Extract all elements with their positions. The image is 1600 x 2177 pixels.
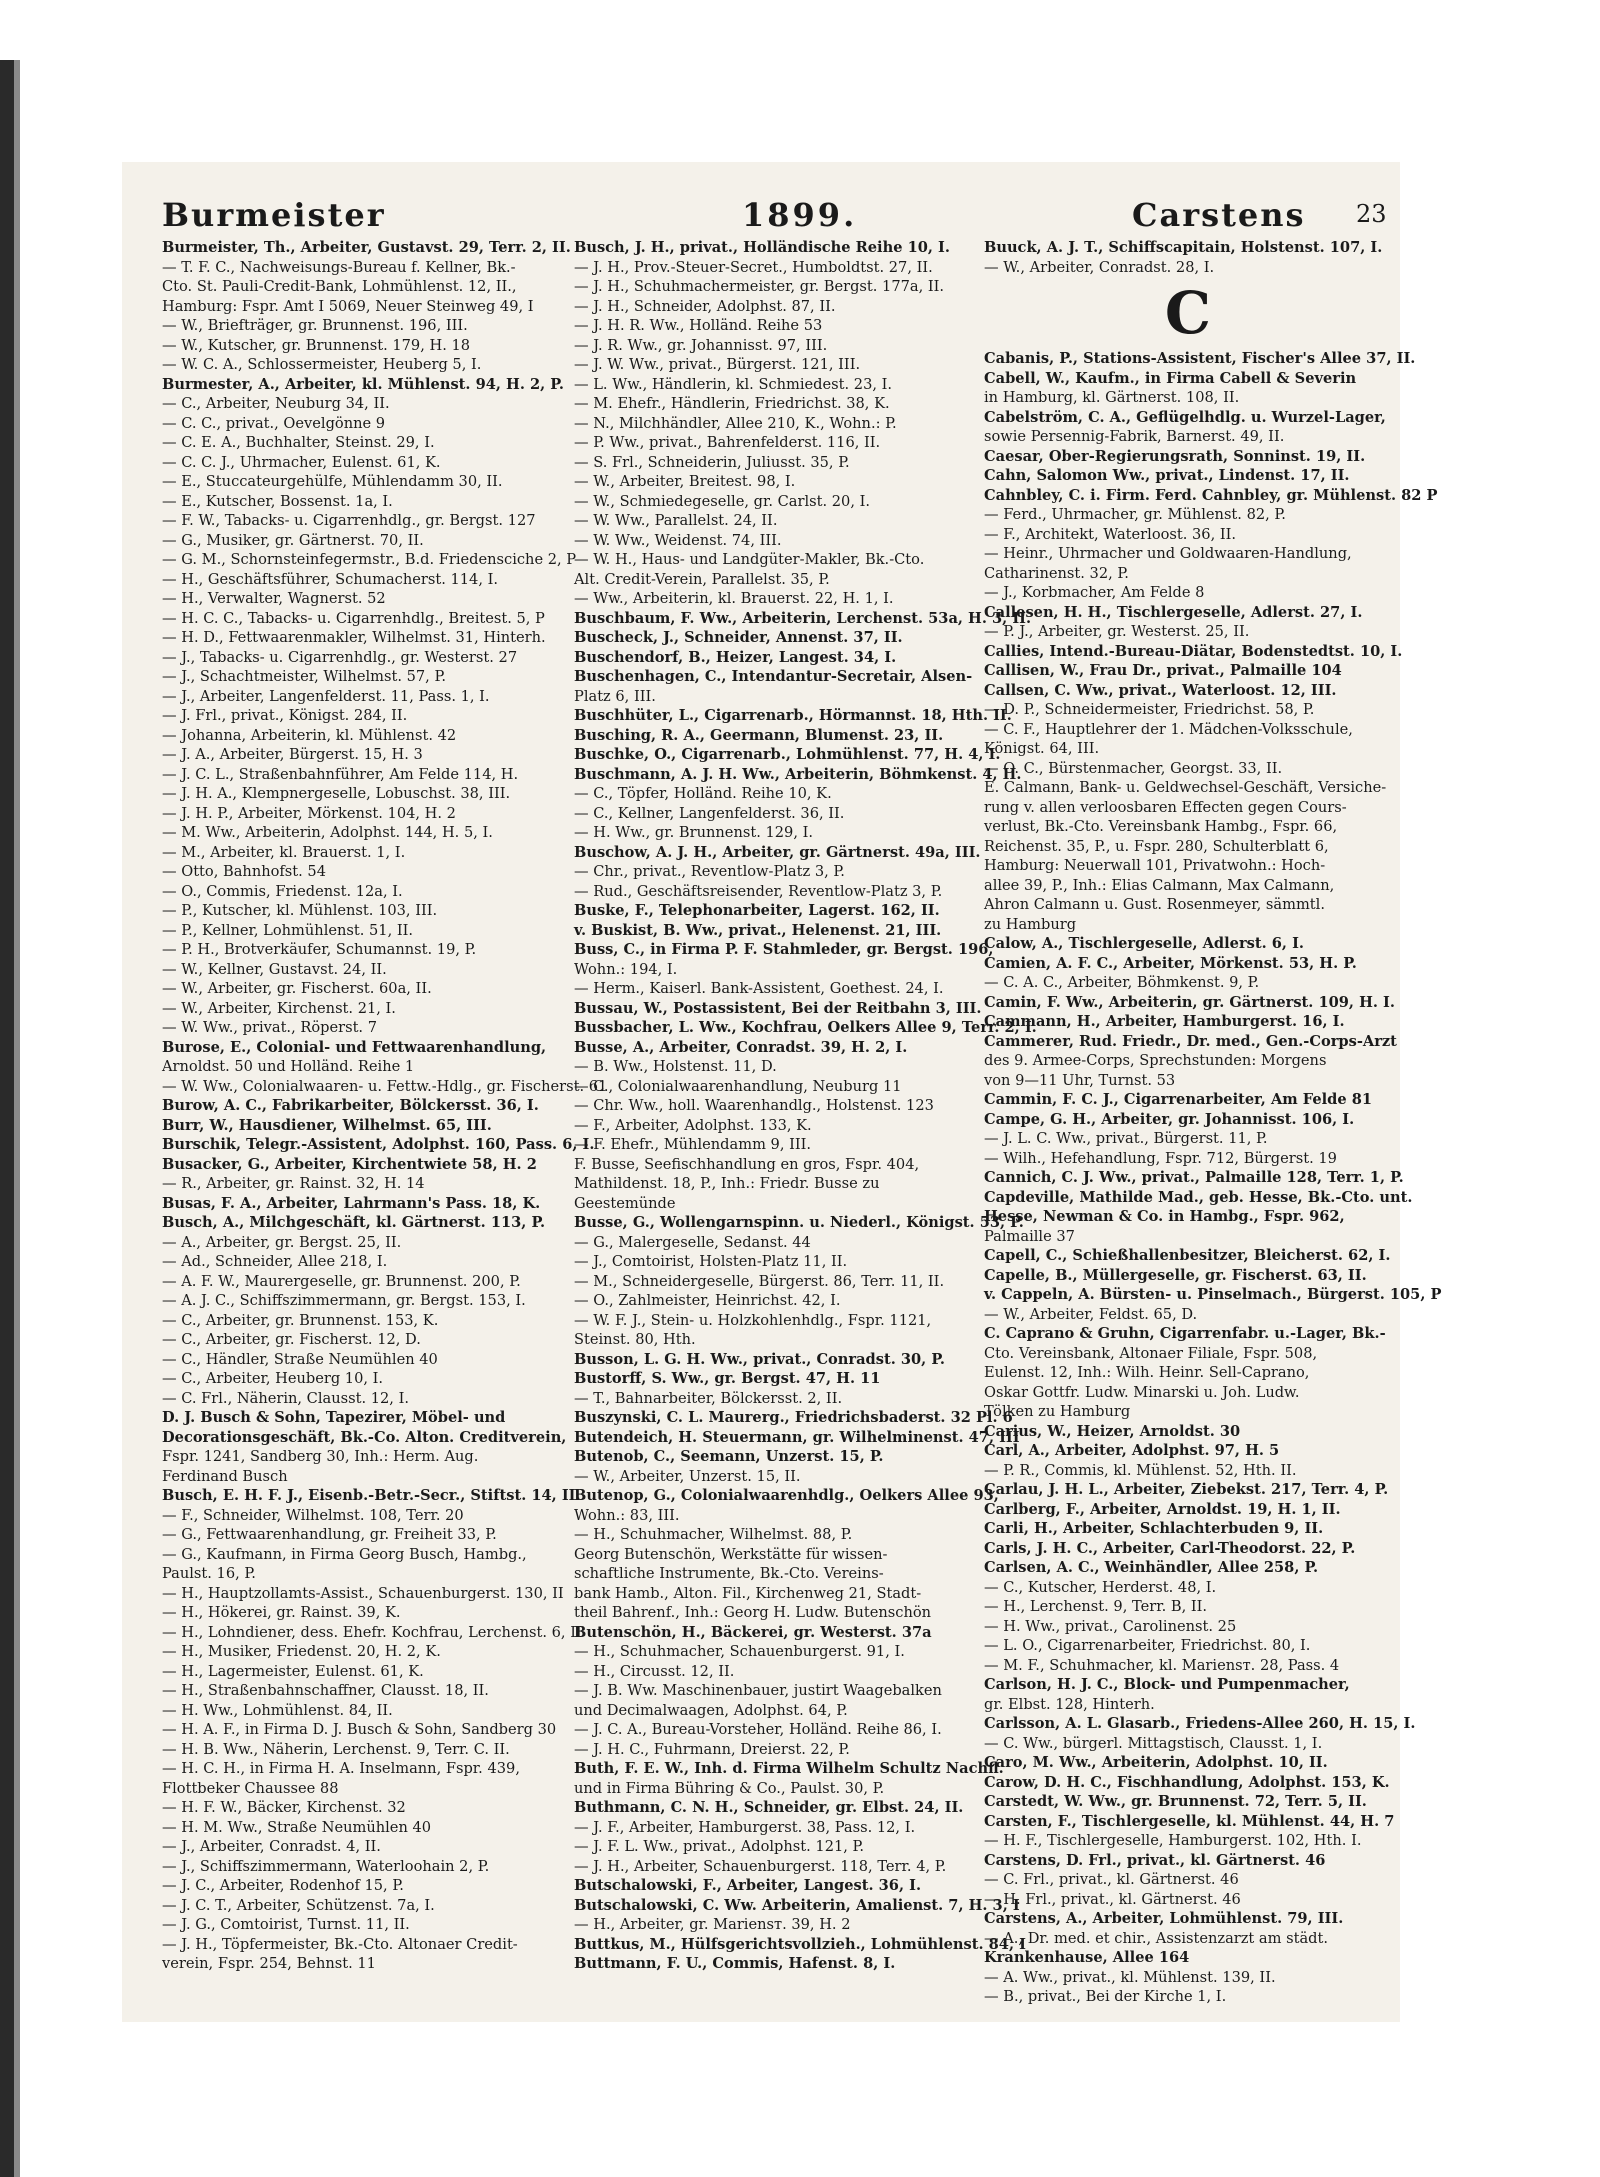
directory-entry: Caro, M. Ww., Arbeiterin, Adolphst. 10, II.	[984, 1754, 1328, 1771]
directory-entry: Buuck, A. J. T., Schiffscapitain, Holstenst. 107, I.	[984, 239, 1383, 256]
directory-entry: Bustorff, S. Ww., gr. Bergst. 47, H. 11	[574, 1370, 881, 1387]
directory-entry: Camin, F. Ww., Arbeiterin, gr. Gärtnerst. 109, H. I.	[984, 993, 1395, 1011]
directory-entry: Butendeich, H. Steuermann, gr. Wilhelminenst. 47, III	[574, 1428, 1020, 1446]
directory-entry: — C., Arbeiter, Heuberg 10, I.	[162, 1370, 384, 1387]
directory-entry: — W., Arbeiter, Unzerst. 15, II.	[574, 1467, 801, 1485]
directory-entry: — W., Schmiedegeselle, gr. Carlst. 20, I.	[574, 492, 871, 510]
directory-entry: — Ad., Schneider, Allee 218, I.	[162, 1253, 388, 1270]
directory-entry: — J., Tabacks- u. Cigarrenhdlg., gr. Westerst. 27	[162, 648, 518, 666]
directory-entry: — H. C. C., Tabacks- u. Cigarrenhdlg., Breitest. 5, P	[162, 609, 545, 627]
directory-entry: — G., Malergeselle, Sedanst. 44	[574, 1233, 811, 1251]
directory-entry: Reichenst. 35, P., u. Fspr. 280, Schulterblatt 6,	[984, 837, 1329, 855]
directory-entry: — N., Milchhändler, Allee 210, K., Wohn.: P.	[574, 414, 897, 432]
directory-entry: — H., Hökerei, gr. Rainst. 39, K.	[162, 1604, 401, 1621]
directory-entry: — J. R. Ww., gr. Johannisst. 97, III.	[574, 336, 828, 354]
directory-entry: Cabell, W., Kaufm., in Firma Cabell & Severin	[984, 369, 1357, 387]
directory-entry: Cannich, C. J. Ww., privat., Palmaille 128, Terr. 1, P.	[984, 1169, 1404, 1186]
directory-entry: Cto. Vereinsbank, Altonaer Filiale, Fspr. 508,	[984, 1344, 1318, 1362]
directory-entry: — J. H. C., Fuhrmann, Dreierst. 22, P.	[574, 1740, 850, 1758]
directory-entry: — Ferd., Uhrmacher, gr. Mühlenst. 82, P.	[984, 506, 1286, 523]
directory-entry: Fspr. 1241, Sandberg 30, Inh.: Herm. Aug.	[162, 1448, 479, 1465]
directory-entry: — J. H. P., Arbeiter, Mörkenst. 104, H. 2	[162, 804, 456, 822]
directory-entry: — A. J. C., Schiffszimmermann, gr. Bergst. 153, I.	[162, 1292, 526, 1309]
directory-entry: — F. Ehefr., Mühlendamm 9, III.	[574, 1136, 812, 1153]
directory-entry: — H., Circusst. 12, II.	[574, 1662, 735, 1680]
directory-entry: E. Calmann, Bank- u. Geldwechsel-Geschäft, Versiche-	[984, 779, 1387, 796]
directory-entry: — H. Ww., gr. Brunnenst. 129, I.	[574, 824, 814, 841]
directory-entry: — H., Lagermeister, Eulenst. 61, K.	[162, 1662, 424, 1680]
directory-entry: — Chr. Ww., holl. Waarenhandlg., Holstenst. 123	[574, 1097, 934, 1114]
directory-entry: Buschbaum, F. Ww., Arbeiterin, Lerchenst. 53a, H. 3, II.	[574, 609, 1032, 627]
directory-entry: Alt. Credit-Verein, Parallelst. 35, P.	[574, 570, 830, 588]
directory-entry: — C., Kutscher, Herderst. 48, I.	[984, 1578, 1217, 1596]
directory-entry: — H. F. W., Bäcker, Kirchenst. 32	[162, 1799, 406, 1816]
directory-entry: Cahnbley, C. i. Firm. Ferd. Cahnbley, gr. Mühlenst. 82 P	[984, 486, 1438, 504]
directory-entry: Butschalowski, C. Ww. Arbeiterin, Amalienst. 7, H. 3, I	[574, 1896, 1020, 1914]
directory-entry: — P. Ww., privat., Bahrenfelderst. 116, II.	[574, 434, 881, 451]
directory-entry: — C., Colonialwaarenhandlung, Neuburg 11	[574, 1077, 902, 1095]
directory-entry: — E., Kutscher, Bossenst. 1a, I.	[162, 492, 393, 510]
directory-entry: Buthmann, C. N. H., Schneider, gr. Elbst. 24, II.	[574, 1799, 964, 1816]
directory-entry: — P., Kellner, Lohmühlenst. 51, II.	[162, 921, 414, 939]
directory-entry: — H., Lohndiener, dess. Ehefr. Kochfrau, Lerchenst. 6, II	[162, 1623, 582, 1641]
directory-entry: Bussau, W., Postassistent, Bei der Reitbahn 3, III.	[574, 999, 982, 1017]
directory-entry: — C. E. A., Buchhalter, Steinst. 29, I.	[162, 434, 435, 451]
directory-entry: — J., Arbeiter, Conradst. 4, II.	[162, 1838, 381, 1855]
directory-entry: Busch, J. H., privat., Holländische Reihe 10, I.	[574, 239, 950, 256]
directory-entry: Carlau, J. H. L., Arbeiter, Ziebekst. 217, Terr. 4, P.	[984, 1481, 1389, 1498]
directory-entry: Flottbeker Chaussee 88	[162, 1779, 339, 1797]
directory-entry: — A., Dr. med. et chir., Assistenzarzt am städt.	[984, 1929, 1329, 1947]
directory-entry: Cammerer, Rud. Friedr., Dr. med., Gen.-Corps-Arzt	[984, 1032, 1397, 1050]
directory-entry: Buscheck, J., Schneider, Annenst. 37, II.	[574, 629, 903, 646]
directory-entry: — H. B. Ww., Näherin, Lerchenst. 9, Terr. C. II.	[162, 1740, 510, 1758]
directory-entry: Burmester, A., Arbeiter, kl. Mühlenst. 94, H. 2, P.	[162, 375, 564, 393]
directory-entry: Wohn.: 194, I.	[574, 960, 678, 978]
directory-entry: Buttkus, M., Hülfsgerichtsvollzieh., Lohmühlenst. 84, I	[574, 1935, 1026, 1953]
directory-entry: — T., Bahnarbeiter, Bölckersst. 2, II.	[574, 1389, 843, 1407]
directory-entry: — W. Ww., Parallelst. 24, II.	[574, 512, 778, 529]
directory-entry: Carli, H., Arbeiter, Schlachterbuden 9, II.	[984, 1520, 1324, 1537]
directory-entry: Steinst. 80, Hth.	[574, 1331, 696, 1348]
directory-entry: Oskar Gottfr. Ludw. Minarski u. Joh. Ludw.	[984, 1383, 1300, 1401]
directory-entry: Capelle, B., Müllergeselle, gr. Fischerst. 63, II.	[984, 1266, 1367, 1284]
directory-entry: Tölken zu Hamburg	[984, 1403, 1131, 1420]
directory-entry: Buszynski, C. L. Maurerg., Friedrichsbaderst. 32 Pl. 6	[574, 1409, 1013, 1426]
directory-entry: Carstens, D. Frl., privat., kl. Gärtnerst. 46	[984, 1851, 1326, 1869]
directory-entry: — H., Verwalter, Wagnerst. 52	[162, 590, 386, 607]
directory-entry: Carow, D. H. C., Fischhandlung, Adolphst. 153, K.	[984, 1773, 1390, 1791]
directory-entry: — J. C., Arbeiter, Rodenhof 15, P.	[162, 1877, 404, 1894]
directory-entry: Cahn, Salomon Ww., privat., Lindenst. 17, II.	[984, 467, 1350, 484]
directory-entry: — W. Ww., Weidenst. 74, III.	[574, 531, 782, 549]
directory-entry: — C. C. J., Uhrmacher, Eulenst. 61, K.	[162, 453, 441, 471]
directory-entry: verein, Fspr. 254, Behnst. 11	[162, 1955, 376, 1972]
directory-entry: — W., Arbeiter, gr. Fischerst. 60a, II.	[162, 980, 432, 997]
page-header	[122, 162, 1400, 232]
directory-entry: — H., Musiker, Friedenst. 20, H. 2, K.	[162, 1643, 441, 1660]
directory-entry: — Otto, Bahnhofst. 54	[162, 863, 327, 880]
directory-entry: Eulenst. 12, Inh.: Wilh. Heinr. Sell-Caprano,	[984, 1364, 1310, 1381]
directory-entry: Paulst. 16, P.	[162, 1565, 256, 1582]
directory-entry: Burose, E., Colonial- und Fettwaarenhandlung,	[162, 1038, 547, 1056]
directory-entry: Callsen, C. Ww., privat., Waterloost. 12, III.	[984, 681, 1337, 699]
directory-entry: Decorationsgeschäft, Bk.-Co. Alton. Creditverein,	[162, 1428, 567, 1446]
directory-entry: — O., Zahlmeister, Heinrichst. 42, I.	[574, 1292, 841, 1309]
directory-entry: — H., Straßenbahnschaffner, Clausst. 18, II.	[162, 1682, 489, 1699]
header-year: 1899.	[742, 196, 858, 234]
directory-entry: — H. M. Ww., Straße Neumühlen 40	[162, 1818, 432, 1836]
directory-entry: zu Hamburg	[984, 915, 1077, 933]
directory-entry: Butenob, C., Seemann, Unzerst. 15, P.	[574, 1448, 884, 1465]
directory-entry: Burmeister, Th., Arbeiter, Gustavst. 29, Terr. 2, II.	[162, 239, 571, 256]
directory-entry: — J. G., Comtoirist, Turnst. 11, II.	[162, 1916, 410, 1933]
directory-entry: Butenschön, H., Bäckerei, gr. Westerst. 37a	[574, 1623, 932, 1641]
directory-entry: Camien, A. F. C., Arbeiter, Mörkenst. 53, H. P.	[984, 954, 1357, 972]
directory-entry: — H., Arbeiter, gr. Mariensт. 39, H. 2	[574, 1916, 851, 1933]
directory-entry: — T. F. C., Nachweisungs-Bureau f. Kellner, Bk.-	[162, 258, 516, 276]
directory-entry: in Hamburg, kl. Gärtnerst. 108, II.	[984, 389, 1240, 406]
directory-entry: Caesar, Ober-Regierungsrath, Sonninst. 19, II.	[984, 447, 1366, 465]
directory-entry: — C., Arbeiter, gr. Fischerst. 12, D.	[162, 1331, 421, 1348]
directory-entry: Hesse, Newman & Co. in Hambg., Fspr. 962,	[984, 1208, 1345, 1225]
directory-entry: — C. C., privat., Oevelgönne 9	[162, 414, 386, 432]
directory-entry: Campe, G. H., Arbeiter, gr. Johannisst. 106, I.	[984, 1110, 1355, 1128]
directory-entry: — F., Arbeiter, Adolphst. 133, K.	[574, 1116, 812, 1134]
directory-entry: bank Hamb., Alton. Fil., Kirchenweg 21, Stadt-	[574, 1584, 922, 1602]
directory-entry: Geestemünde	[574, 1194, 676, 1212]
directory-entry: — Ww., Arbeiterin, kl. Brauerst. 22, H. 1, I.	[574, 590, 894, 607]
directory-entry: — J. F. L. Ww., privat., Adolphst. 121, P.	[574, 1838, 865, 1855]
directory-entry: — J., Korbmacher, Am Felde 8	[984, 584, 1205, 601]
directory-entry: — J. C. T., Arbeiter, Schützenst. 7a, I.	[162, 1896, 435, 1914]
directory-entry: — M. Ehefr., Händlerin, Friedrichst. 38, K.	[574, 395, 890, 412]
directory-entry: — C. Frl., Näherin, Clausst. 12, I.	[162, 1389, 409, 1407]
directory-entry: — H., Lerchenst. 9, Terr. B, II.	[984, 1598, 1208, 1615]
directory-entry: — C., Kellner, Langenfelderst. 36, II.	[574, 804, 845, 822]
directory-entry: gr. Elbst. 128, Hinterh.	[984, 1695, 1155, 1713]
directory-entry: — H., Schuhmacher, Schauenburgerst. 91, I.	[574, 1643, 905, 1660]
directory-entry: — J. Frl., privat., Königst. 284, II.	[162, 707, 408, 724]
directory-entry: — J. H. A., Klempnergeselle, Lobuschst. 38, III.	[162, 785, 511, 802]
directory-entry: Carls, J. H. C., Arbeiter, Carl-Theodorst. 22, P.	[984, 1539, 1356, 1557]
directory-entry: Capdeville, Mathilde Mad., geb. Hesse, Bk.-Cto. unt.	[984, 1188, 1413, 1206]
directory-entry: Platz 6, III.	[574, 687, 656, 705]
directory-entry: — J., Schiffszimmermann, Waterloohain 2, P.	[162, 1857, 490, 1875]
directory-entry: — Rud., Geschäftsreisender, Reventlow-Platz 3, P.	[574, 882, 943, 900]
directory-entry: Cammin, F. C. J., Cigarrenarbeiter, Am Felde 81	[984, 1091, 1373, 1108]
directory-entry: — P. J., Arbeiter, gr. Westerst. 25, II.	[984, 623, 1250, 640]
directory-entry: — J. L. C. Ww., privat., Bürgerst. 11, P.	[984, 1130, 1268, 1147]
directory-entry: — B. Ww., Holstenst. 11, D.	[574, 1058, 777, 1075]
directory-entry: schaftliche Instrumente, Bk.-Cto. Vereins-	[574, 1565, 884, 1582]
directory-entry: — H., Hauptzollamts-Assist., Schauenburgerst. 130, II	[162, 1584, 564, 1602]
directory-entry: Callies, Intend.-Bureau-Diätar, Bodenstedtst. 10, I.	[984, 642, 1403, 660]
directory-entry: Buss, C., in Firma P. F. Stahmleder, gr. Bergst. 196,	[574, 941, 994, 958]
directory-entry: Carstens, A., Arbeiter, Lohmühlenst. 79, III.	[984, 1910, 1344, 1927]
directory-entry: — H. D., Fettwaarenmakler, Wilhelmst. 31, Hinterh.	[162, 629, 546, 646]
directory-entry: Georg Butenschön, Werkstätte für wissen-	[574, 1545, 888, 1563]
directory-entry: — J. B. Ww. Maschinenbauer, justirt Waagebalken	[574, 1682, 942, 1699]
directory-entry: — J. H. R. Ww., Holländ. Reihe 53	[574, 317, 823, 334]
directory-page	[122, 162, 1442, 2022]
directory-entry: — W. Ww., privat., Röperst. 7	[162, 1019, 377, 1036]
directory-entry: — J., Schachtmeister, Wilhelmst. 57, P.	[162, 668, 446, 685]
directory-entry: — W., Kutscher, gr. Brunnenst. 179, H. 18	[162, 336, 471, 354]
directory-entry: Busse, A., Arbeiter, Conradst. 39, H. 2, I.	[574, 1038, 908, 1056]
directory-entry: Bussbacher, L. Ww., Kochfrau, Oelkers Allee 9, Terr. 2, I.	[574, 1019, 1037, 1036]
directory-entry: — J. H., Arbeiter, Schauenburgerst. 118, Terr. 4, P.	[574, 1857, 947, 1875]
directory-entry: — W., Arbeiter, Conradst. 28, I.	[984, 258, 1215, 276]
directory-entry: Cabelström, C. A., Geflügelhdlg. u. Wurzel-Lager,	[984, 408, 1386, 426]
column-3	[984, 238, 1442, 2007]
page-number: 23	[1356, 200, 1387, 228]
directory-entry: und Decimalwaagen, Adolphst. 64, P.	[574, 1701, 848, 1719]
directory-entry: Königst. 64, III.	[984, 740, 1100, 757]
directory-entry: — J. H., Prov.-Steuer-Secret., Humboldtst. 27, II.	[574, 258, 933, 276]
directory-entry: Busson, L. G. H. Ww., privat., Conradst. 30, P.	[574, 1350, 945, 1368]
directory-entry: Cto. St. Pauli-Credit-Bank, Lohmühlenst. 12, II.,	[162, 278, 517, 295]
directory-entry: — F. W., Tabacks- u. Cigarrenhdlg., gr. Bergst. 127	[162, 512, 536, 529]
directory-entry: — H. Ww., privat., Carolinenst. 25	[984, 1617, 1237, 1635]
directory-entry: — J. C. L., Straßenbahnführer, Am Felde 114, H.	[162, 765, 519, 783]
directory-entry: rung v. allen verloosbaren Effecten gegen Cours-	[984, 798, 1347, 816]
directory-entry: Cabanis, P., Stations-Assistent, Fischer's Allee 37, II.	[984, 350, 1416, 367]
directory-entry: Buttmann, F. U., Commis, Hafenst. 8, I.	[574, 1955, 896, 1972]
directory-entry: — H., Schuhmacher, Wilhelmst. 88, P.	[574, 1526, 853, 1543]
directory-entry: Carius, W., Heizer, Arnoldst. 30	[984, 1422, 1241, 1440]
directory-entry: — W., Arbeiter, Kirchenst. 21, I.	[162, 999, 396, 1017]
directory-entry: — P., Kutscher, kl. Mühlenst. 103, III.	[162, 902, 438, 919]
directory-entry: — E., Stuccateurgehülfe, Mühlendamm 30, II.	[162, 473, 503, 490]
directory-entry: Busacker, G., Arbeiter, Kirchentwiete 58, H. 2	[162, 1155, 537, 1173]
directory-entry: — W. C. A., Schlossermeister, Heuberg 5, I.	[162, 356, 482, 373]
directory-entry: Arnoldst. 50 und Holländ. Reihe 1	[162, 1058, 415, 1075]
directory-entry: — M. Ww., Arbeiterin, Adolphst. 144, H. 5, I.	[162, 824, 493, 841]
directory-entry: — W., Arbeiter, Breitest. 98, I.	[574, 473, 796, 490]
directory-entry: — J. A., Arbeiter, Bürgerst. 15, H. 3	[162, 746, 423, 763]
directory-entry: — C., Töpfer, Holländ. Reihe 10, K.	[574, 785, 832, 802]
directory-entry: — W., Arbeiter, Feldst. 65, D.	[984, 1305, 1198, 1323]
directory-entry: — Chr., privat., Reventlow-Platz 3, P.	[574, 863, 845, 880]
directory-entry: Busch, E. H. F. J., Eisenb.-Betr.-Secr., Stiftst. 14, II.	[162, 1487, 581, 1504]
directory-entry: — G., Musiker, gr. Gärtnerst. 70, II.	[162, 531, 424, 549]
directory-entry: — M., Schneidergeselle, Bürgerst. 86, Terr. 11, II.	[574, 1272, 945, 1290]
directory-entry: — W. F. J., Stein- u. Holzkohlenhdlg., Fspr. 1121,	[574, 1311, 932, 1329]
directory-entry: Burr, W., Hausdiener, Wilhelmst. 65, III.	[162, 1116, 492, 1134]
directory-entry: — A. Ww., privat., kl. Mühlenst. 139, II.	[984, 1968, 1276, 1986]
directory-entry: Carsten, F., Tischlergeselle, kl. Mühlenst. 44, H. 7	[984, 1812, 1395, 1830]
directory-entry: — W., Kellner, Gustavst. 24, II.	[162, 960, 387, 978]
directory-entry: Catharinenst. 32, P.	[984, 564, 1129, 582]
directory-entry: — F., Architekt, Waterloost. 36, II.	[984, 525, 1237, 543]
directory-entry: Buth, F. E. W., Inh. d. Firma Wilhelm Schultz Nachfl.	[574, 1760, 1004, 1777]
directory-entry: sowie Persennig-Fabrik, Barnerst. 49, II.	[984, 428, 1285, 445]
directory-entry: Callisen, W., Frau Dr., privat., Palmaille 104	[984, 662, 1342, 679]
directory-entry: Carlsen, A. C., Weinhändler, Allee 258, P.	[984, 1559, 1319, 1576]
directory-entry: D. J. Busch & Sohn, Tapezirer, Möbel- und	[162, 1409, 506, 1426]
directory-entry: Carlson, H. J. C., Block- und Pumpenmacher,	[984, 1676, 1350, 1693]
directory-entry: Burschik, Telegr.-Assistent, Adolphst. 160, Pass. 6, I.	[162, 1136, 595, 1153]
directory-entry: Calow, A., Tischlergeselle, Adlerst. 6, I.	[984, 935, 1304, 952]
directory-entry: Buschmann, A. J. H. Ww., Arbeiterin, Böhmkenst. 4, II.	[574, 765, 1022, 783]
directory-entry: Carlberg, F., Arbeiter, Arnoldst. 19, H. 1, II.	[984, 1500, 1341, 1518]
directory-entry: — C., Arbeiter, Neuburg 34, II.	[162, 395, 390, 412]
directory-entry: — W. Ww., Colonialwaaren- u. Fettw.-Hdlg., gr. Fischerst. 61	[162, 1077, 608, 1095]
directory-entry: — C., Arbeiter, gr. Brunnenst. 153, K.	[162, 1311, 439, 1329]
directory-entry: — J., Arbeiter, Langenfelderst. 11, Pass. 1, I.	[162, 687, 490, 705]
directory-entry: Buschke, O., Cigarrenarb., Lohmühlenst. 77, H. 4, I.	[574, 746, 1001, 763]
directory-entry: des 9. Armee-Corps, Sprechstunden: Morgens	[984, 1052, 1327, 1069]
directory-entry: und in Firma Bühring & Co., Paulst. 30, P.	[574, 1779, 885, 1797]
directory-entry: — C., Händler, Straße Neumühlen 40	[162, 1350, 438, 1368]
directory-entry: Carlsson, A. L. Glasarb., Friedens-Allee 260, H. 15, I.	[984, 1715, 1416, 1732]
directory-entry: — S. Frl., Schneiderin, Juliusst. 35, P.	[574, 453, 850, 471]
directory-entry: — C. Ww., bürgerl. Mittagstisch, Clausst. 1, I.	[984, 1734, 1323, 1752]
directory-entry: Carl, A., Arbeiter, Adolphst. 97, H. 5	[984, 1442, 1280, 1459]
directory-entry: — J. C. A., Bureau-Vorsteher, Holländ. Reihe 86, I.	[574, 1721, 942, 1738]
directory-entry: — F., Schneider, Wilhelmst. 108, Terr. 20	[162, 1506, 464, 1524]
directory-entry: — O., Commis, Friedenst. 12a, I.	[162, 882, 403, 900]
directory-entry: Ferdinand Busch	[162, 1467, 288, 1485]
directory-entry: Buschenhagen, C., Intendantur-Secretair, Alsen-	[574, 668, 973, 685]
header-right-keyword: Carstens	[1132, 196, 1306, 234]
directory-entry: — D. P., Schneidermeister, Friedrichst. 58, P.	[984, 701, 1315, 718]
directory-entry: — G., Kaufmann, in Firma Georg Busch, Hambg.,	[162, 1545, 527, 1563]
column-1	[162, 238, 608, 1974]
directory-entry: Hamburg: Fspr. Amt I 5069, Neuer Steinweg 49, I	[162, 297, 534, 315]
directory-entry: Callesen, H. H., Tischlergeselle, Adlerst. 27, I.	[984, 603, 1363, 621]
directory-entry: Cammann, H., Arbeiter, Hamburgerst. 16, I.	[984, 1013, 1345, 1030]
directory-entry: theil Bahrenf., Inh.: Georg H. Ludw. Butenschön	[574, 1604, 932, 1621]
directory-entry: Wohn.: 83, III.	[574, 1506, 680, 1524]
directory-entry: — G. M., Schornsteinfegermstr., B.d. Friedensciche 2, P	[162, 551, 577, 568]
directory-entry: — J. H., Schneider, Adolphst. 87, II.	[574, 297, 836, 315]
directory-entry: Busching, R. A., Geermann, Blumenst. 23, II.	[574, 726, 944, 744]
directory-entry: — L. O., Cigarrenarbeiter, Friedrichst. 80, I.	[984, 1637, 1311, 1654]
directory-entry: Krankenhause, Allee 164	[984, 1949, 1190, 1966]
directory-entry: — B., privat., Bei der Kirche 1, I.	[984, 1988, 1227, 2005]
directory-entry: — A., Arbeiter, gr. Bergst. 25, II.	[162, 1233, 402, 1251]
directory-entry: Buschendorf, B., Heizer, Langest. 34, I.	[574, 648, 897, 666]
directory-entry: Carstedt, W. Ww., gr. Brunnenst. 72, Terr. 5, II.	[984, 1793, 1367, 1810]
directory-entry: allee 39, P., Inh.: Elias Calmann, Max Calmann,	[984, 876, 1335, 894]
directory-entry: F. Busse, Seefischhandlung en gros, Fspr. 404,	[574, 1155, 920, 1173]
directory-entry: Buschhüter, L., Cigarrenarb., Hörmannst. 18, Hth. II.	[574, 707, 1012, 724]
directory-entry: Palmaille 37	[984, 1227, 1075, 1245]
directory-entry: v. Cappeln, A. Bürsten- u. Pinselmach., Bürgerst. 105, P	[984, 1286, 1442, 1303]
directory-entry: — Herm., Kaiserl. Bank-Assistent, Goethest. 24, I.	[574, 980, 944, 997]
directory-entry: — R., Arbeiter, gr. Rainst. 32, H. 14	[162, 1175, 425, 1192]
directory-entry: — Heinr., Uhrmacher und Goldwaaren-Handlung,	[984, 545, 1352, 562]
directory-entry: Busse, G., Wollengarnspinn. u. Niederl., Königst. 53, P.	[574, 1214, 1024, 1231]
directory-entry: — Johanna, Arbeiterin, kl. Mühlenst. 42	[162, 726, 457, 744]
directory-entry: verlust, Bk.-Cto. Vereinsbank Hambg., Fspr. 66,	[984, 818, 1338, 835]
directory-entry: von 9—11 Uhr, Turnst. 53	[984, 1071, 1176, 1089]
directory-entry: — H. C. H., in Firma H. A. Inselmann, Fspr. 439,	[162, 1760, 520, 1777]
directory-entry: — J., Comtoirist, Holsten-Platz 11, II.	[574, 1253, 848, 1270]
directory-entry: — H. A. F., in Firma D. J. Busch & Sohn, Sandberg 30	[162, 1721, 557, 1738]
scan-left-edge	[0, 60, 14, 2177]
header-left-keyword: Burmeister	[162, 196, 386, 234]
directory-entry: — C. F., Hauptlehrer der 1. Mädchen-Volksschule,	[984, 720, 1353, 738]
directory-entry: Hamburg: Neuerwall 101, Privatwohn.: Hoch-	[984, 857, 1326, 874]
directory-entry: — H., Geschäftsführer, Schumacherst. 114, I.	[162, 570, 499, 588]
directory-entry: Buschow, A. J. H., Arbeiter, gr. Gärtnerst. 49a, III.	[574, 843, 981, 861]
directory-entry: Busch, A., Milchgeschäft, kl. Gärtnerst. 113, P.	[162, 1214, 546, 1231]
directory-entry: — C. Frl., privat., kl. Gärtnerst. 46	[984, 1871, 1239, 1888]
directory-entry: — J. H., Töpfermeister, Bk.-Cto. Altonaer Credit-	[162, 1935, 518, 1953]
directory-entry: — L. Ww., Händlerin, kl. Schmiedest. 23, I.	[574, 375, 893, 393]
directory-entry: Butenop, G., Colonialwaarenhdlg., Oelkers Allee 93,	[574, 1487, 999, 1504]
directory-entry: — P. R., Commis, kl. Mühlenst. 52, Hth. II.	[984, 1461, 1297, 1479]
directory-entry: Buske, F., Telephonarbeiter, Lagerst. 162, II.	[574, 902, 940, 919]
directory-entry: Ahron Calmann u. Gust. Rosenmeyer, sämmtl.	[984, 896, 1325, 913]
directory-entry: Busas, F. A., Arbeiter, Lahrmann's Pass. 18, K.	[162, 1194, 541, 1212]
directory-entry: — J. H., Schuhmachermeister, gr. Bergst. 177a, II.	[574, 278, 945, 295]
directory-entry: — G., Fettwaarenhandlung, gr. Freiheit 33, P.	[162, 1526, 497, 1543]
directory-entry: — P. H., Brotverkäufer, Schumannst. 19, P.	[162, 941, 477, 958]
directory-entry: — W., Briefträger, gr. Brunnenst. 196, III.	[162, 317, 468, 334]
directory-entry: — M., Arbeiter, kl. Brauerst. 1, I.	[162, 843, 406, 861]
directory-entry: C	[1164, 279, 1212, 347]
directory-entry: — Wilh., Hefehandlung, Fspr. 712, Bürgerst. 19	[984, 1149, 1337, 1167]
directory-entry: v. Buskist, B. Ww., privat., Helenenst. 21, III.	[574, 921, 942, 939]
directory-entry: — J. F., Arbeiter, Hamburgerst. 38, Pass. 12, I.	[574, 1818, 916, 1836]
directory-entry: Capell, C., Schießhallenbesitzer, Bleicherst. 62, I.	[984, 1247, 1391, 1264]
directory-entry: — J. W. Ww., privat., Bürgerst. 121, III.	[574, 356, 861, 373]
directory-entry: — H. F., Tischlergeselle, Hamburgerst. 102, Hth. I.	[984, 1832, 1362, 1849]
scan-shadow	[14, 60, 20, 2177]
directory-entry: — H. Ww., Lohmühlenst. 84, II.	[162, 1701, 393, 1719]
directory-entry: Butschalowski, F., Arbeiter, Langest. 36, I.	[574, 1877, 922, 1894]
directory-entry: — A. F. W., Maurergeselle, gr. Brunnenst. 200, P.	[162, 1272, 521, 1290]
directory-entry: Burow, A. C., Fabrikarbeiter, Bölckersst. 36, I.	[162, 1097, 539, 1114]
directory-entry: — H. Frl., privat., kl. Gärtnerst. 46	[984, 1890, 1241, 1908]
directory-entry: — W. H., Haus- und Landgüter-Makler, Bk.-Cto.	[574, 551, 925, 568]
directory-entry: — O. C., Bürstenmacher, Georgst. 33, II.	[984, 759, 1283, 777]
directory-entry: — C. A. C., Arbeiter, Böhmkenst. 9, P.	[984, 974, 1260, 991]
directory-entry: C. Caprano & Gruhn, Cigarrenfabr. u.-Lager, Bk.-	[984, 1325, 1386, 1342]
directory-entry: Mathildenst. 18, P., Inh.: Friedr. Busse zu	[574, 1175, 880, 1192]
directory-entry: — M. F., Schuhmacher, kl. Mariensт. 28, Pass. 4	[984, 1656, 1340, 1674]
